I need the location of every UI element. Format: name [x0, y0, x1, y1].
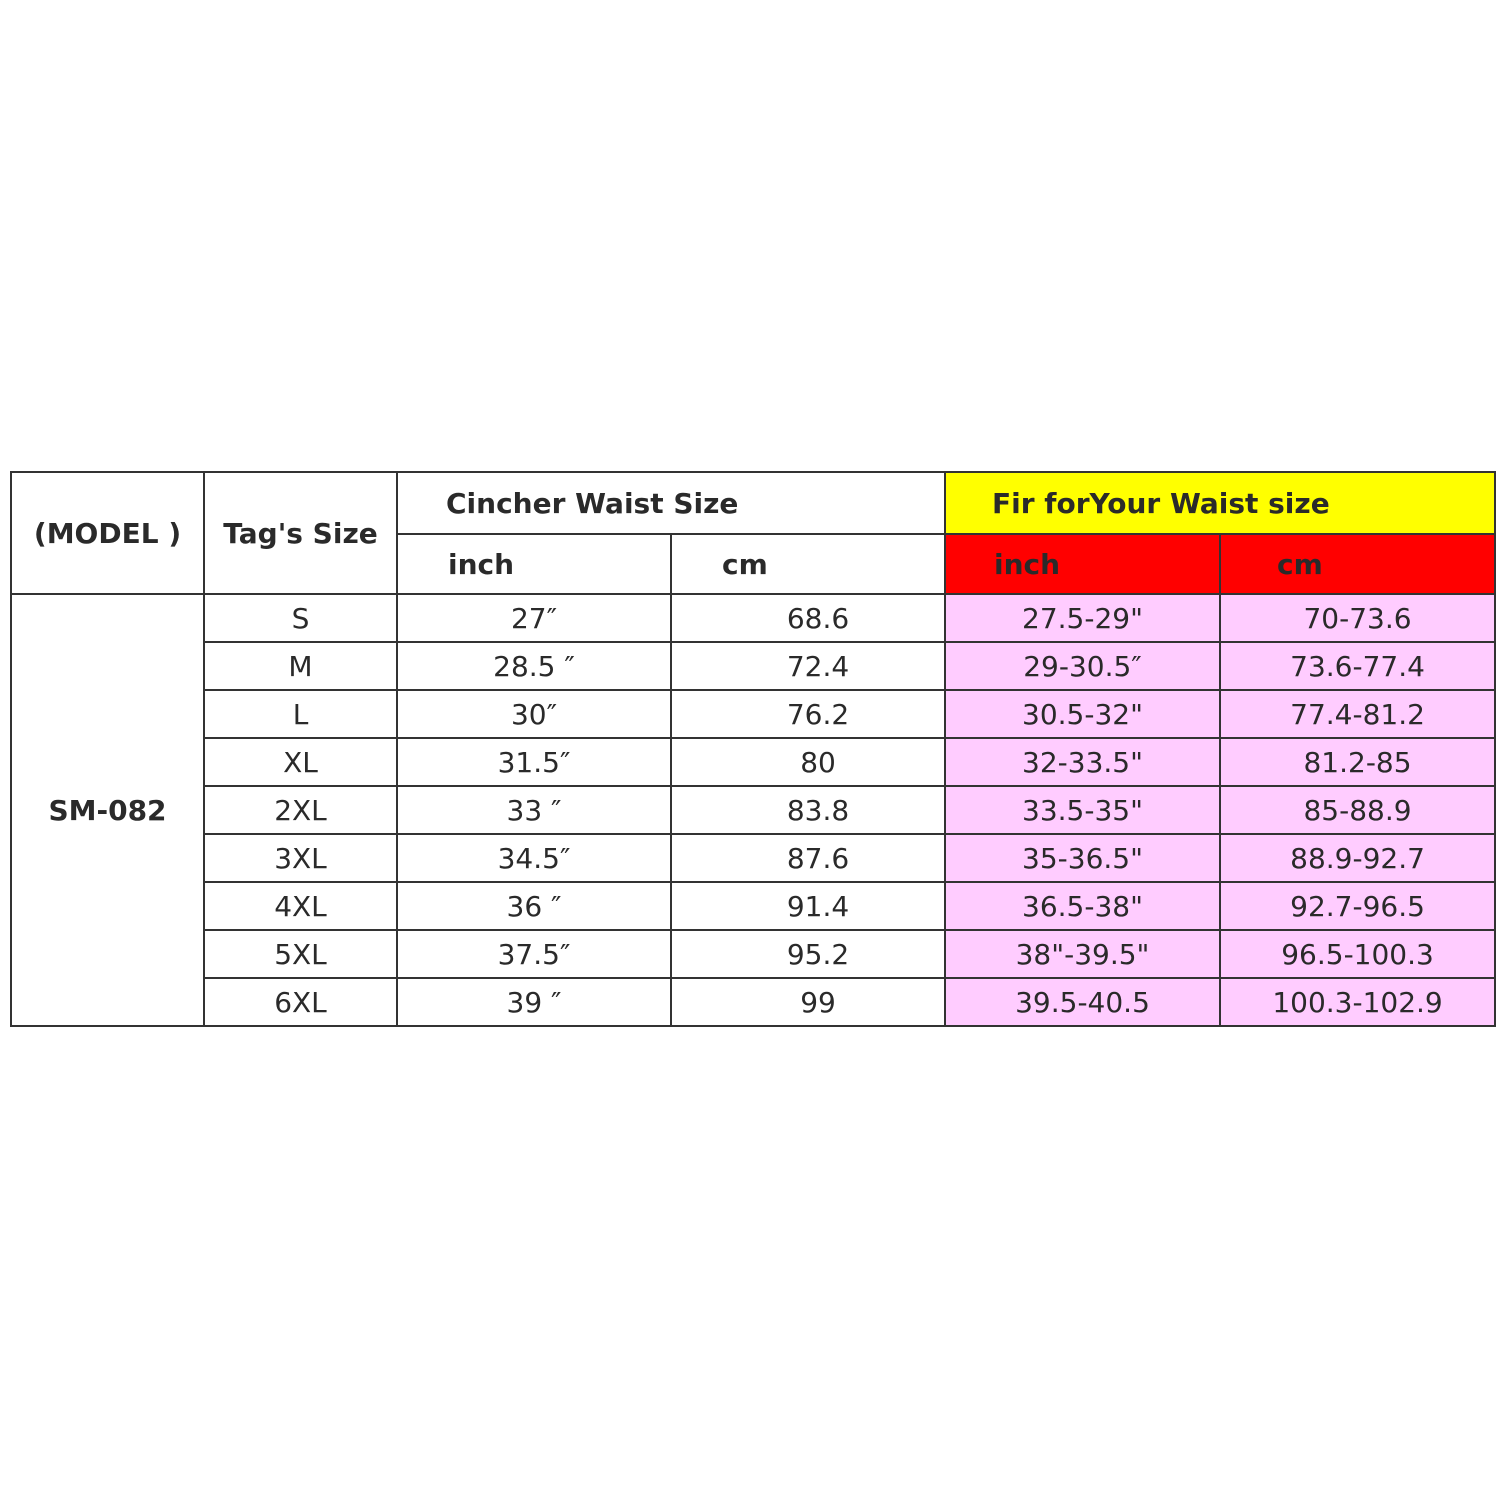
- table-row: [11, 978, 1495, 1026]
- table-row: [11, 594, 1495, 642]
- fit-cm-cell: 81.2-85: [1220, 738, 1495, 786]
- tag-size-cell: S: [204, 594, 397, 642]
- tag-size-cell: 2XL: [204, 786, 397, 834]
- model-header: (MODEL ): [11, 472, 204, 594]
- model-cell: SM-082: [11, 594, 204, 1026]
- fit-inch-header: inch: [945, 534, 1220, 594]
- fit-cm-cell: 96.5-100.3: [1220, 930, 1495, 978]
- table-row: [11, 882, 1495, 930]
- tag-size-cell: 4XL: [204, 882, 397, 930]
- fit-inch-cell: 29-30.5″: [945, 642, 1220, 690]
- table-row: [11, 690, 1495, 738]
- cincher-inch-cell: 31.5″: [397, 738, 671, 786]
- cincher-cm-cell: 80: [671, 738, 945, 786]
- cincher-inch-cell: 27″: [397, 594, 671, 642]
- cincher-inch-cell: 34.5″: [397, 834, 671, 882]
- fit-inch-cell: 32-33.5": [945, 738, 1220, 786]
- tag-size-header: Tag's Size: [204, 472, 397, 594]
- cincher-inch-cell: 33 ″: [397, 786, 671, 834]
- size-chart-table: [10, 471, 1496, 1027]
- cincher-inch-cell: 39 ″: [397, 978, 671, 1026]
- cincher-inch-cell: 30″: [397, 690, 671, 738]
- cincher-cm-cell: 83.8: [671, 786, 945, 834]
- tag-size-cell: L: [204, 690, 397, 738]
- fit-inch-cell: 33.5-35": [945, 786, 1220, 834]
- fit-cm-cell: 92.7-96.5: [1220, 882, 1495, 930]
- fit-cm-cell: 100.3-102.9: [1220, 978, 1495, 1026]
- cincher-cm-cell: 72.4: [671, 642, 945, 690]
- cincher-inch-cell: 28.5 ″: [397, 642, 671, 690]
- fit-cm-cell: 73.6-77.4: [1220, 642, 1495, 690]
- fit-inch-cell: 38"-39.5": [945, 930, 1220, 978]
- fit-your-waist-header: Fir forYour Waist size: [945, 472, 1495, 534]
- size-chart: [10, 471, 1494, 1027]
- fit-cm-cell: 88.9-92.7: [1220, 834, 1495, 882]
- cincher-waist-size-header: Cincher Waist Size: [397, 472, 945, 534]
- fit-inch-cell: 39.5-40.5: [945, 978, 1220, 1026]
- fit-inch-cell: 36.5-38": [945, 882, 1220, 930]
- fit-inch-cell: 30.5-32": [945, 690, 1220, 738]
- table-row: [11, 642, 1495, 690]
- fit-cm-cell: 70-73.6: [1220, 594, 1495, 642]
- cincher-cm-header: cm: [671, 534, 945, 594]
- cincher-inch-cell: 36 ″: [397, 882, 671, 930]
- table-row: [11, 738, 1495, 786]
- cincher-cm-cell: 87.6: [671, 834, 945, 882]
- table-row: [11, 930, 1495, 978]
- cincher-cm-cell: 91.4: [671, 882, 945, 930]
- fit-inch-cell: 35-36.5": [945, 834, 1220, 882]
- tag-size-cell: 5XL: [204, 930, 397, 978]
- table-row: [11, 834, 1495, 882]
- cincher-inch-header: inch: [397, 534, 671, 594]
- tag-size-cell: M: [204, 642, 397, 690]
- cincher-cm-cell: 99: [671, 978, 945, 1026]
- cincher-inch-cell: 37.5″: [397, 930, 671, 978]
- fit-cm-cell: 85-88.9: [1220, 786, 1495, 834]
- fit-inch-cell: 27.5-29": [945, 594, 1220, 642]
- fit-cm-header: cm: [1220, 534, 1495, 594]
- cincher-cm-cell: 68.6: [671, 594, 945, 642]
- table-row: [11, 786, 1495, 834]
- header-row-top: [11, 472, 1495, 534]
- fit-cm-cell: 77.4-81.2: [1220, 690, 1495, 738]
- cincher-cm-cell: 95.2: [671, 930, 945, 978]
- cincher-cm-cell: 76.2: [671, 690, 945, 738]
- tag-size-cell: 6XL: [204, 978, 397, 1026]
- tag-size-cell: XL: [204, 738, 397, 786]
- tag-size-cell: 3XL: [204, 834, 397, 882]
